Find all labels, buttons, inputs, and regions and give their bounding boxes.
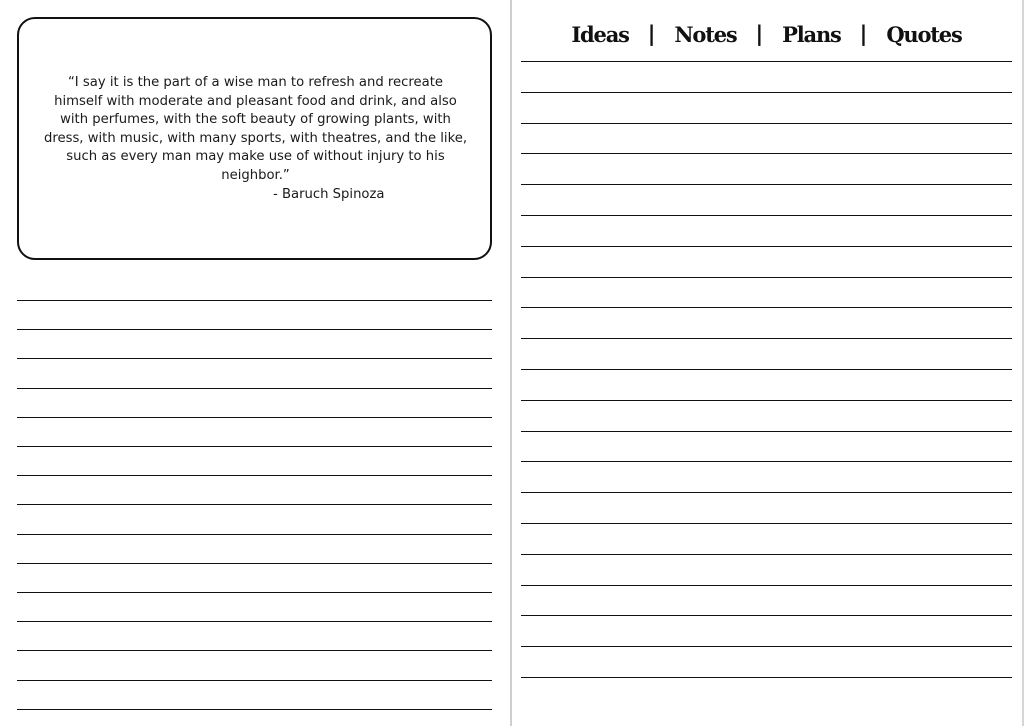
ruled-line [521,215,1012,216]
header-item-ideas: Ideas [571,21,629,47]
ruled-line [521,492,1012,493]
quote-box [17,17,492,260]
ruled-line [17,329,492,330]
header-item-quotes: Quotes [886,21,962,47]
ruled-line [17,300,492,301]
left-page [0,0,511,726]
ruled-line [17,534,492,535]
ruled-line [521,461,1012,462]
header-item-plans: Plans [782,21,841,47]
ruled-line [521,677,1012,678]
ruled-line [17,358,492,359]
ruled-line [521,246,1012,247]
ruled-line [17,563,492,564]
ruled-line [17,592,492,593]
ruled-line [521,307,1012,308]
ruled-line [521,615,1012,616]
ruled-line [521,184,1012,185]
section-header [521,17,1012,51]
quote-author: - Baruch Spinoza [273,187,385,202]
ruled-line [521,92,1012,93]
ruled-line [521,277,1012,278]
header-separator: | [755,22,764,46]
header-separator: | [647,22,656,46]
right-page [512,0,1024,726]
ruled-line [521,61,1012,62]
ruled-line [17,475,492,476]
ruled-line [521,585,1012,586]
ruled-line [521,400,1012,401]
header-separator: | [859,22,868,46]
ruled-line [17,504,492,505]
ruled-line [17,446,492,447]
header-item-notes: Notes [674,21,737,47]
ruled-line [17,650,492,651]
ruled-line [521,369,1012,370]
ruled-line [521,646,1012,647]
ruled-line [17,417,492,418]
ruled-line [521,338,1012,339]
ruled-line [17,709,492,710]
ruled-line [521,123,1012,124]
ruled-line [521,431,1012,432]
ruled-line [17,621,492,622]
ruled-line [521,523,1012,524]
ruled-line [521,554,1012,555]
ruled-line [17,680,492,681]
quote-text: “I say it is the part of a wise man to refresh and recreate himself with moderate and pleasant food and drink, and also with perfumes, with the soft beauty of growing plants, with dress, with music, with many sports, with theatres, and the like, such as every man may make use of without injury to his neighbor.” [43,75,468,183]
ruled-line [17,388,492,389]
ruled-line [521,153,1012,154]
